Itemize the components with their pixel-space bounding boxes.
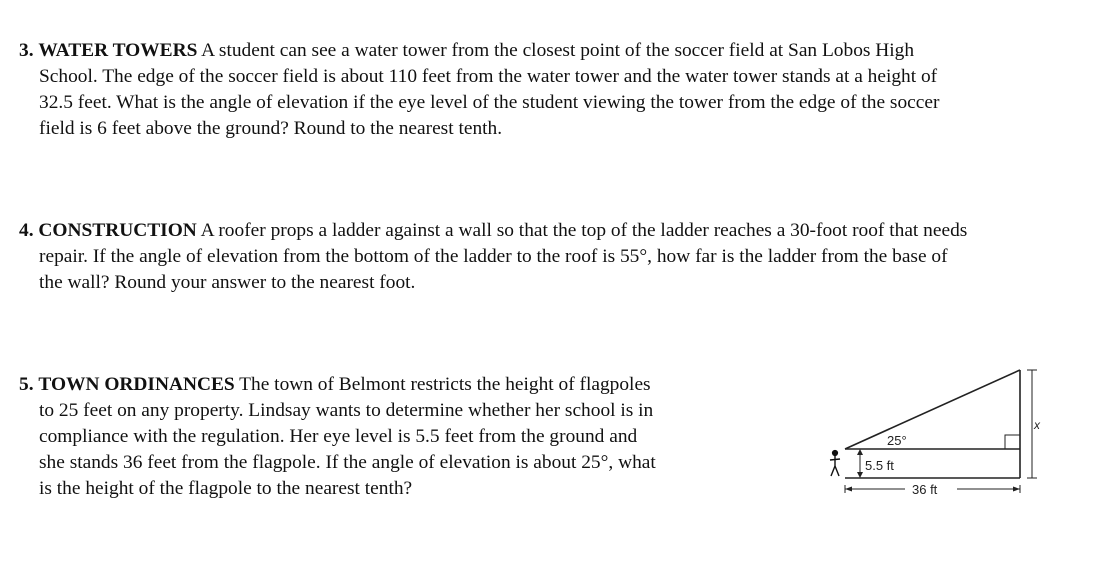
problem-5-text-5: is the height of the flagpole to the nearest tenth? [39, 478, 413, 499]
problem-5-line-1 [19, 372, 656, 398]
problem-4-line-1 [19, 218, 967, 244]
problem-3-text-4: field is 6 feet above the ground? Round to the nearest tenth. [39, 118, 503, 139]
problem-3-text-1: A student can see a water tower from the closest point of the soccer field at San Lobos High [197, 40, 915, 61]
problem-5-text-2: to 25 feet on any property. Lindsay wants to determine whether her school is in [39, 400, 654, 421]
problem-4-text-3: the wall? Round your answer to the nearest foot. [39, 272, 416, 293]
flagpole-diagram [825, 362, 1055, 512]
problem-3 [19, 38, 939, 142]
problem-3-number: 3. [19, 40, 34, 61]
problem-4 [19, 218, 967, 296]
person-icon [830, 451, 840, 476]
distance-arrow-right [1013, 487, 1020, 492]
problem-4-topic: CONSTRUCTION [38, 220, 197, 241]
distance-label: 36 ft [912, 482, 938, 497]
unknown-height-label: x [1034, 418, 1040, 432]
problem-5-text-1: The town of Belmont restricts the height of flagpoles [234, 374, 651, 395]
problem-5-number: 5. [19, 374, 34, 395]
distance-arrow-left [845, 487, 852, 492]
problem-5-topic: TOWN ORDINANCES [38, 374, 235, 395]
line-of-sight [845, 370, 1020, 449]
right-angle-marker [1005, 435, 1020, 449]
angle-label: 25° [887, 433, 907, 448]
eye-height-arrow-bottom [857, 472, 863, 478]
problem-5 [19, 372, 656, 502]
eye-height-arrow-top [857, 449, 863, 455]
problem-4-text-1: A roofer props a ladder against a wall so that the top of the ladder reaches a 30-foot roof that needs [196, 220, 968, 241]
problem-3-line-1 [19, 38, 939, 64]
problem-4-text-2: repair. If the angle of elevation from the bottom of the ladder to the roof is 55°, how far is the ladder from the base of [39, 246, 948, 267]
problem-3-text-3: 32.5 feet. What is the angle of elevation if the eye level of the student viewing the tower from the edge of the soccer [39, 92, 940, 113]
problem-3-topic: WATER TOWERS [38, 40, 198, 61]
problem-3-text-2: School. The edge of the soccer field is about 110 feet from the water tower and the water tower stands at a height of [39, 66, 938, 87]
eye-height-label: 5.5 ft [865, 458, 894, 473]
problem-4-number: 4. [19, 220, 34, 241]
problem-5-text-4: she stands 36 feet from the flagpole. If the angle of elevation is about 25°, what [39, 452, 656, 473]
problem-5-text-3: compliance with the regulation. Her eye level is 5.5 feet from the ground and [39, 426, 638, 447]
